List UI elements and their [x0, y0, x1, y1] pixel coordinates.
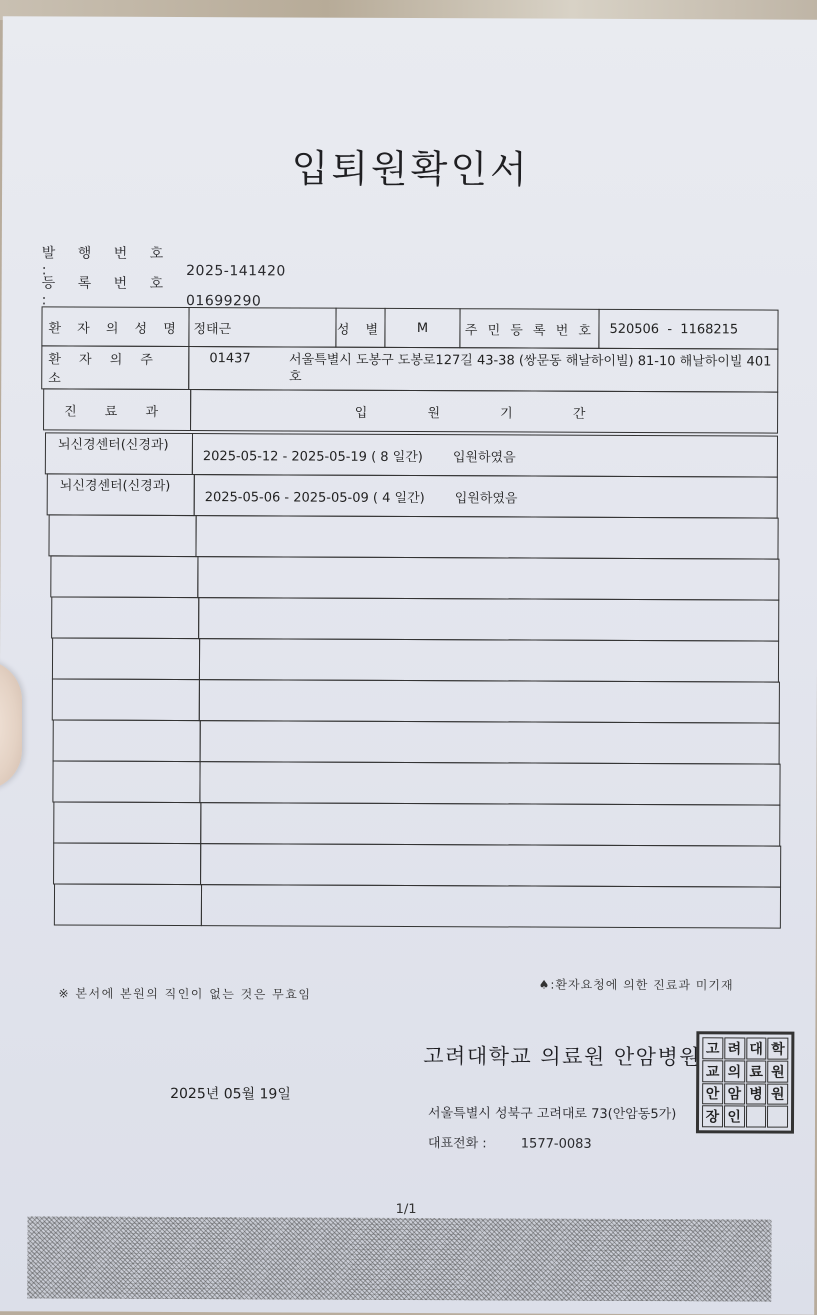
seal-glyph: 암 [724, 1083, 745, 1105]
empty-row-dept [53, 842, 201, 885]
empty-row-period [201, 884, 781, 929]
registration-number-value: 01699290 [186, 293, 262, 310]
phone-number: 1577-0083 [520, 1136, 592, 1152]
seal-glyph: 의 [724, 1060, 745, 1082]
security-pattern [27, 1216, 771, 1301]
table-row-2-dept: 뇌신경센터(신경과) [47, 473, 195, 516]
sex-label: 성 별 [335, 308, 385, 348]
issue-number-value: 2025-141420 [186, 263, 286, 280]
empty-row-dept [54, 883, 202, 926]
seal-glyph [745, 1106, 766, 1128]
seal-glyph: 려 [724, 1037, 745, 1059]
hospital-phone [428, 1132, 592, 1152]
seal-glyph: 학 [768, 1038, 789, 1060]
seal-glyph: 교 [702, 1060, 723, 1082]
seal-glyph: 원 [767, 1083, 788, 1105]
zip-code: 01437 [209, 351, 251, 367]
table-row-1-dept: 뇌신경센터(신경과) [45, 432, 193, 475]
sex-value: M [384, 308, 460, 348]
table-row-1-period [192, 433, 778, 478]
phone-label: 대표전화 : [427, 1136, 487, 1152]
period-header: 입 원 기 간 [190, 389, 778, 434]
patient-name-label: 환 자 의 성 명 [41, 306, 189, 347]
address-label: 환 자 의 주 소 [41, 345, 189, 390]
seal-glyph: 고 [702, 1037, 723, 1059]
empty-row-period [197, 556, 779, 601]
row-1-status: 입원하였음 [452, 449, 516, 465]
seal-glyph: 안 [702, 1083, 723, 1105]
seal-glyph [767, 1106, 788, 1128]
empty-row-period [199, 761, 780, 806]
empty-row-dept [50, 555, 198, 598]
seal-glyph: 장 [702, 1106, 723, 1128]
hospital-name: 고려대학교 의료원 안암병원 [423, 1044, 702, 1070]
empty-row-period [195, 515, 778, 560]
empty-row-period [199, 679, 780, 724]
seal-glyph: 대 [746, 1037, 767, 1059]
row-2-period-text: 2025-05-06 - 2025-05-09 ( 4 일간) [204, 489, 425, 506]
official-seal-stamp [696, 1031, 794, 1133]
registration-number-label: 등 록 번 호 : [41, 275, 173, 309]
seal-glyph: 병 [746, 1083, 767, 1105]
empty-row-dept [48, 514, 196, 557]
dept-header: 진 료 과 [43, 388, 191, 431]
row-1-period-text: 2025-05-12 - 2025-05-19 ( 8 일간) [202, 448, 423, 465]
document-page [0, 16, 817, 1315]
empty-row-dept [52, 637, 200, 680]
seal-glyph: 인 [724, 1106, 745, 1128]
rrn-value: 520506 - 1168215 [598, 309, 778, 350]
hospital-address: 서울특별시 성북구 고려대로 73(안암동5가) [428, 1106, 677, 1123]
empty-row-period [199, 638, 779, 683]
registration-number-row [42, 272, 262, 309]
page-number: 1/1 [395, 1201, 417, 1218]
seal-glyph: 원 [767, 1060, 788, 1082]
request-note: ♠:환자요청에 의한 진료과 미기재 [538, 977, 734, 993]
empty-row-period [200, 802, 780, 847]
table-row-2-period [194, 474, 778, 519]
issue-number-label: 발 행 번 호 : [41, 245, 173, 279]
empty-row-dept [53, 719, 201, 762]
issue-date: 2025년 05월 19일 [170, 1085, 291, 1103]
empty-row-period [198, 597, 779, 642]
patient-name-value: 정태근 [188, 307, 336, 348]
address-value: 서울특별시 도봉구 도봉로127길 43-38 (쌍문동 해날하이빌) 81-10 해날하이빌 401호 [288, 352, 772, 385]
empty-row-period [200, 720, 780, 765]
empty-row-dept [52, 678, 200, 721]
empty-row-period [200, 843, 781, 888]
validity-note: ※ 본서에 본원의 직인이 없는 것은 무효임 [58, 986, 312, 1002]
row-2-status: 입원하였음 [454, 490, 518, 506]
seal-glyph: 료 [746, 1060, 767, 1082]
empty-row-dept [51, 596, 199, 639]
empty-row-dept [53, 801, 201, 844]
document-title: 입퇴원확인서 [291, 146, 530, 192]
empty-row-dept [52, 760, 200, 803]
rrn-label: 주 민 등 록 번 호 [459, 308, 599, 349]
address-cell [188, 346, 778, 393]
